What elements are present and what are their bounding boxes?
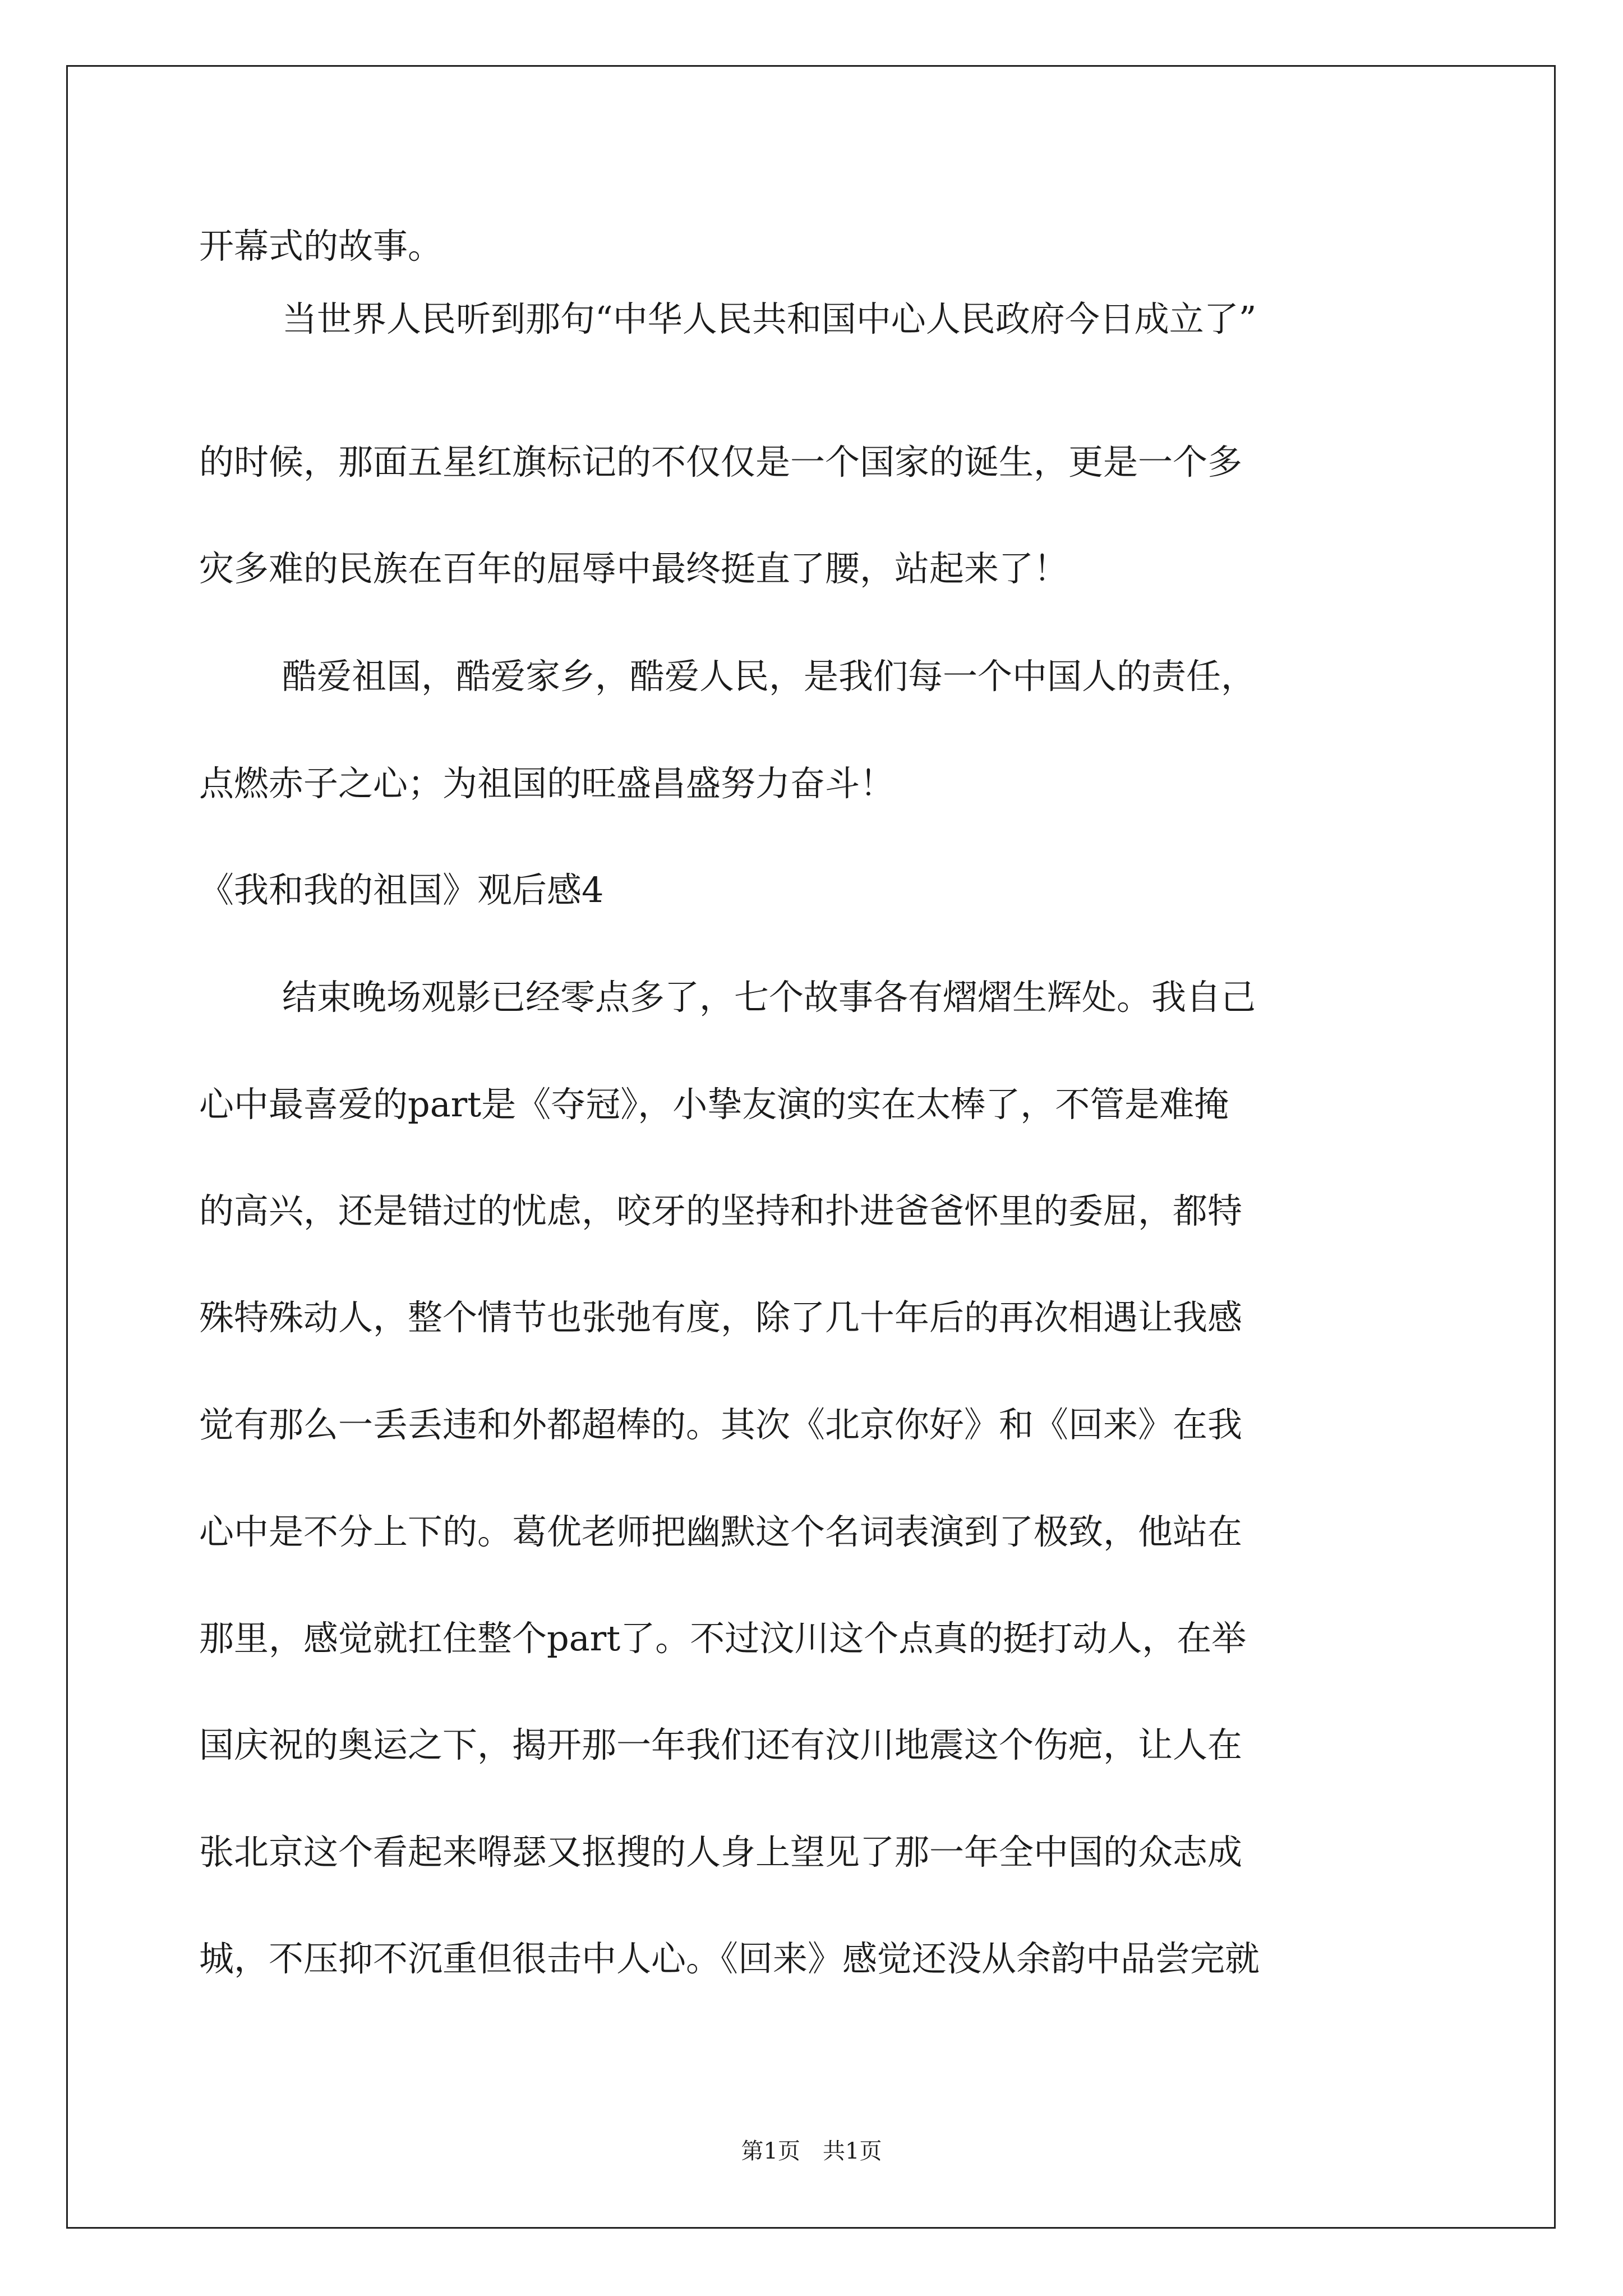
text-line: 心中是不分上下的。葛优老师把幽默这个名词表演到了极致，他站在 — [199, 1511, 1243, 1552]
page-total: 共1页 — [823, 2138, 882, 2164]
text-line: 觉有那么一丢丢违和外都超棒的。其次《北京你好》和《回来》在我 — [199, 1404, 1243, 1445]
text-line: 的高兴，还是错过的忧虑，咬牙的坚持和扑进爸爸怀里的委屈，都特 — [199, 1190, 1243, 1231]
page-footer — [0, 2133, 1623, 2165]
text-line: 张北京这个看起来嘚瑟又抠搜的人身上望见了那一年全中国的众志成 — [199, 1832, 1243, 1872]
text-line: 酷爱祖国，酷爱家乡，酷爱人民，是我们每一个中国人的责任， — [282, 656, 1256, 697]
text-line: 殊特殊动人，整个情节也张弛有度，除了几十年后的再次相遇让我感 — [199, 1297, 1243, 1338]
text-line: 心中最喜爱的part是《夺冠》，小挚友演的实在太棒了，不管是难掩 — [199, 1084, 1229, 1125]
section-heading: 《我和我的祖国》观后感4 — [199, 869, 604, 910]
text-line: 当世界人民听到那句“中华人民共和国中心人民政府今日成立了” — [282, 298, 1257, 339]
text-line: 灾多难的民族在百年的屈辱中最终挺直了腰，站起来了！ — [199, 548, 1069, 589]
text-line: 开幕式的故事。 — [199, 226, 443, 266]
text-line: 城，不压抑不沉重但很击中人心。《回来》感觉还没从余韵中品尝完就 — [199, 1938, 1260, 1979]
page-number: 第1页 — [741, 2138, 800, 2164]
text-line: 那里，感觉就扛住整个part了。不过汶川这个点真的挺打动人，在举 — [199, 1618, 1247, 1659]
text-line: 结束晚场观影已经零点多了，七个故事各有熠熠生辉处。我自己 — [282, 977, 1256, 1018]
page-border — [66, 65, 1556, 2229]
text-line: 国庆祝的奥运之下，揭开那一年我们还有汶川地震这个伤疤，让人在 — [199, 1724, 1243, 1765]
text-line: 点燃赤子之心；为祖国的旺盛昌盛努力奋斗！ — [199, 763, 895, 804]
text-line: 的时候，那面五星红旗标记的不仅仅是一个国家的诞生，更是一个多 — [199, 441, 1243, 482]
